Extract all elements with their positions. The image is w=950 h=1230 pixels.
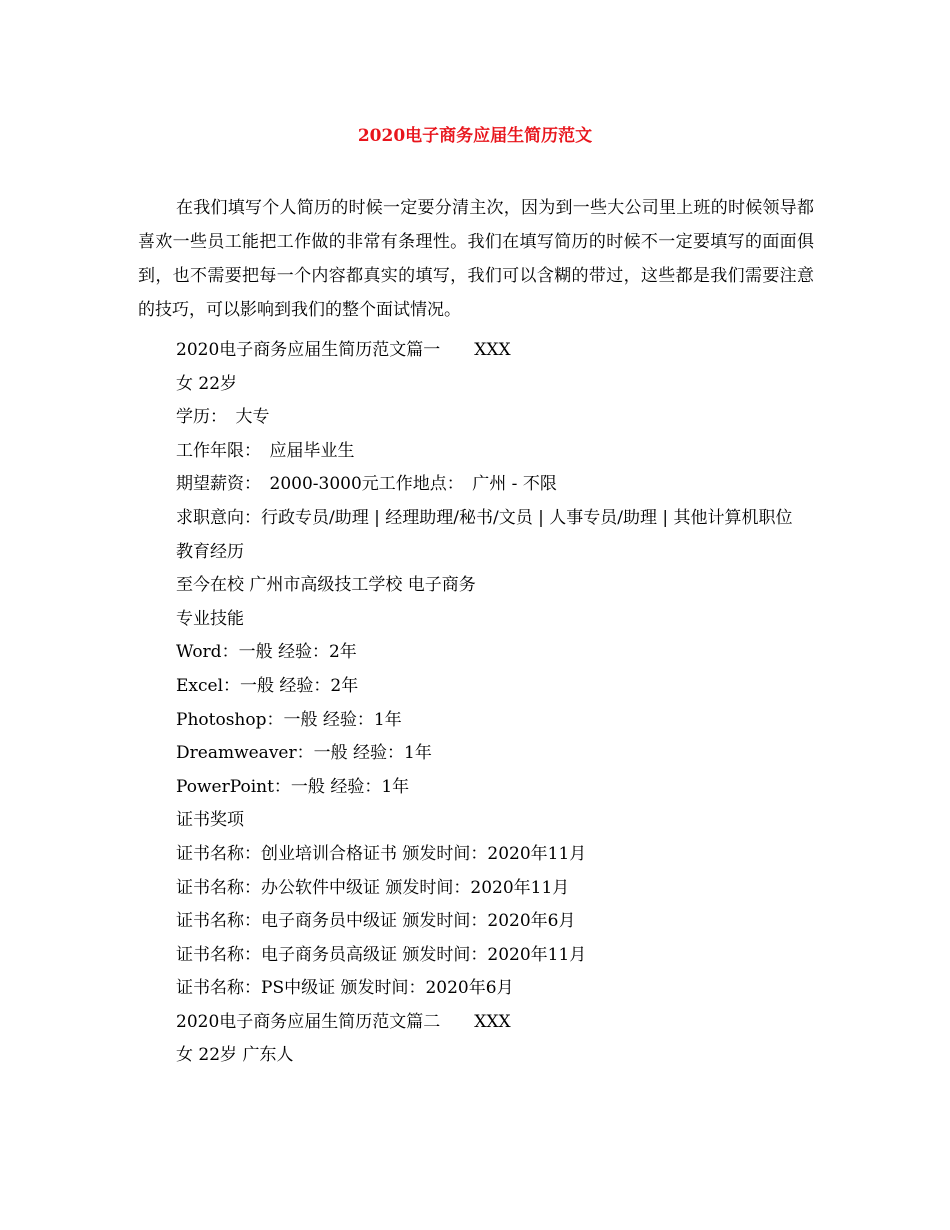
gender-age-line: 女 22岁 (176, 373, 238, 394)
section-heading-resume-2: 2020电子商务应届生简历范文篇二 XXX (176, 1011, 511, 1032)
certificates-heading: 证书奖项 (176, 810, 244, 831)
resume-body (138, 334, 814, 1073)
school-line: 至今在校 广州市高级技工学校 电子商务 (176, 575, 476, 596)
certificate-line: 证书名称：创业培训合格证书 颁发时间：2020年11月 (176, 843, 587, 864)
document-title: 2020电子商务应届生简历范文 (357, 126, 593, 146)
certificate-line: 证书名称：电子商务员中级证 颁发时间：2020年6月 (176, 911, 576, 932)
section-heading-resume-1: 2020电子商务应届生简历范文篇一 XXX (176, 340, 511, 360)
certificate-line: 证书名称：办公软件中级证 颁发时间：2020年11月 (176, 877, 570, 898)
education-level-line: 学历： 大专 (176, 407, 270, 428)
skill-word-line: Word：一般 经验：2年 (176, 642, 357, 663)
education-heading: 教育经历 (176, 541, 244, 562)
job-intention-line: 求职意向：行政专员/助理 | 经理助理/秘书/文员 | 人事专员/助理 | 其他计算机职位 (176, 507, 793, 528)
certificate-line: 证书名称：电子商务员高级证 颁发时间：2020年11月 (176, 944, 587, 965)
gender-age-origin-line: 女 22岁 广东人 (176, 1045, 294, 1066)
skill-photoshop-line: Photoshop：一般 经验：1年 (176, 709, 402, 730)
skill-dreamweaver-line: Dreamweaver：一般 经验：1年 (176, 743, 432, 764)
skill-excel-line: Excel：一般 经验：2年 (176, 675, 359, 696)
work-years-line: 工作年限： 应届毕业生 (176, 440, 355, 461)
salary-location-line: 期望薪资： 2000-3000元工作地点： 广州 - 不限 (176, 474, 557, 495)
intro-paragraph: 在我们填写个人简历的时候一定要分清主次，因为到一些大公司里上班的时候领导都喜欢一些员工能把工作做的非常有条理性。我们在填写简历的时候不一定要填写的面面俱到，也不需要把每一个内容都真实的填写，我们可以含糊的带过，这些都是我们需要注意的技巧，可以影响到我们的整个面试情况。 (138, 198, 814, 320)
skills-heading: 专业技能 (176, 608, 244, 629)
certificate-line: 证书名称：PS中级证 颁发时间：2020年6月 (176, 978, 514, 999)
skill-powerpoint-line: PowerPoint：一般 经验：1年 (176, 776, 410, 797)
